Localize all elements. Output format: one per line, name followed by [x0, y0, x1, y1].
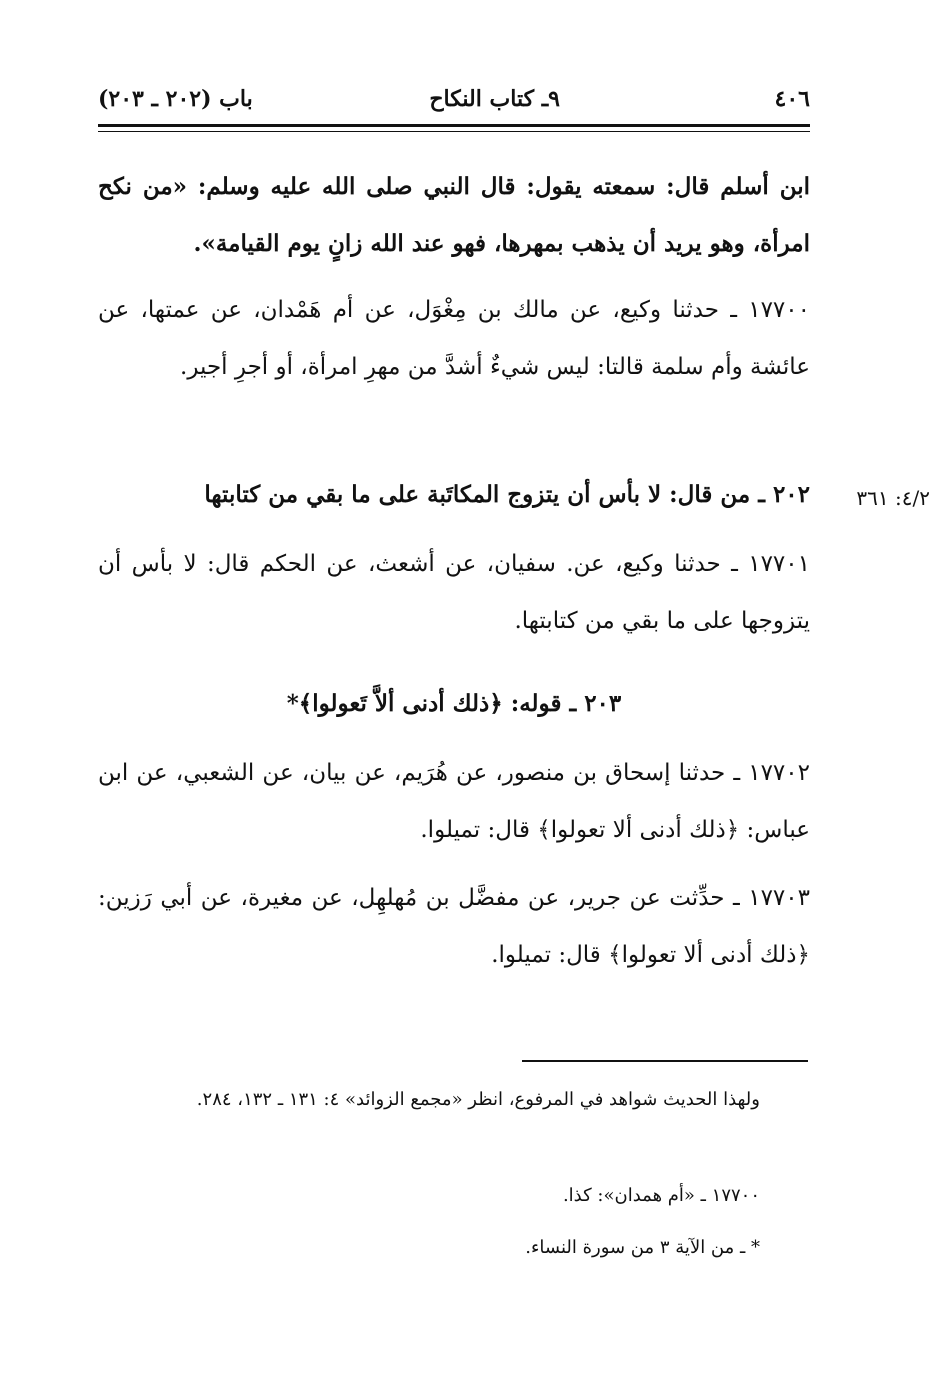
continued-hadith-text: ابن أسلم قال: سمعته يقول: قال النبي صلى الله عليه وسلم: «من نكح امرأة، وهو يريد أن يذهب بمهرها، فهو عند الله زانٍ يوم القيامة».: [98, 173, 810, 257]
page-number: ٤٠٦: [774, 86, 810, 112]
footnote-1: ولهذا الحديث شواهد في المرفوع، انظر «مجمع الزوائد» ٤: ١٣١ ـ ١٣٢، ٢٨٤.: [196, 1089, 760, 1110]
section-heading-202: ٢٠٢ ـ من قال: لا بأس أن يتزوج المكاتَبة على ما بقي من كتابتها: [204, 481, 810, 508]
footnote-2: ١٧٧٠٠ ـ «أم همدان»: كذا.: [562, 1185, 760, 1206]
footnote-rule: [522, 1060, 808, 1062]
hadith-17702: ١٧٧٠٢ ـ حدثنا إسحاق بن منصور، عن هُرَيم، عن بيان، عن الشعبي، عن ابن عباس: ﴿ذلك أدنى ألا تعولوا﴾ قال: تميلوا.: [98, 760, 810, 843]
margin-reference: ٤/٢: ٣٦١: [856, 486, 930, 510]
hadith-17700: ١٧٧٠٠ ـ حدثنا وكيع، عن مالك بن مِغْوَل، عن أم هَمْدان، عن عمتها، عن عائشة وأم سلمة قالتا: ليس شيءٌ أشدَّ من مهرِ امرأة، أو أجرِ أجير.: [98, 297, 810, 380]
header-rule-thin: [98, 131, 810, 132]
book-title: ٩ـ كتاب النكاح: [429, 86, 560, 112]
header-rule-thick: [98, 124, 810, 127]
continued-hadith-paragraph: [98, 158, 810, 272]
hadith-17701: ١٧٧٠١ ـ حدثنا وكيع، عن. سفيان، عن أشعث، عن الحكم قال: لا بأس أن يتزوجها على ما بقي من كتابتها.: [98, 551, 810, 634]
section-heading-203: ٢٠٣ ـ قوله: ﴿ذلك أدنى ألاَّ تَعولوا﴾*: [286, 690, 622, 717]
hadith-17703: ١٧٧٠٣ ـ حدِّثت عن جرير، عن مفضَّل بن مُهلهِل، عن مغيرة، عن أبي رَزين: ﴿ذلك أدنى ألا تعولوا﴾ قال: تميلوا.: [98, 885, 810, 968]
footnote-3: * ـ من الآية ٣ من سورة النساء.: [525, 1237, 760, 1258]
chapter-range: باب (٢٠٢ ـ ٢٠٣): [98, 86, 253, 112]
page-header: [98, 82, 810, 122]
